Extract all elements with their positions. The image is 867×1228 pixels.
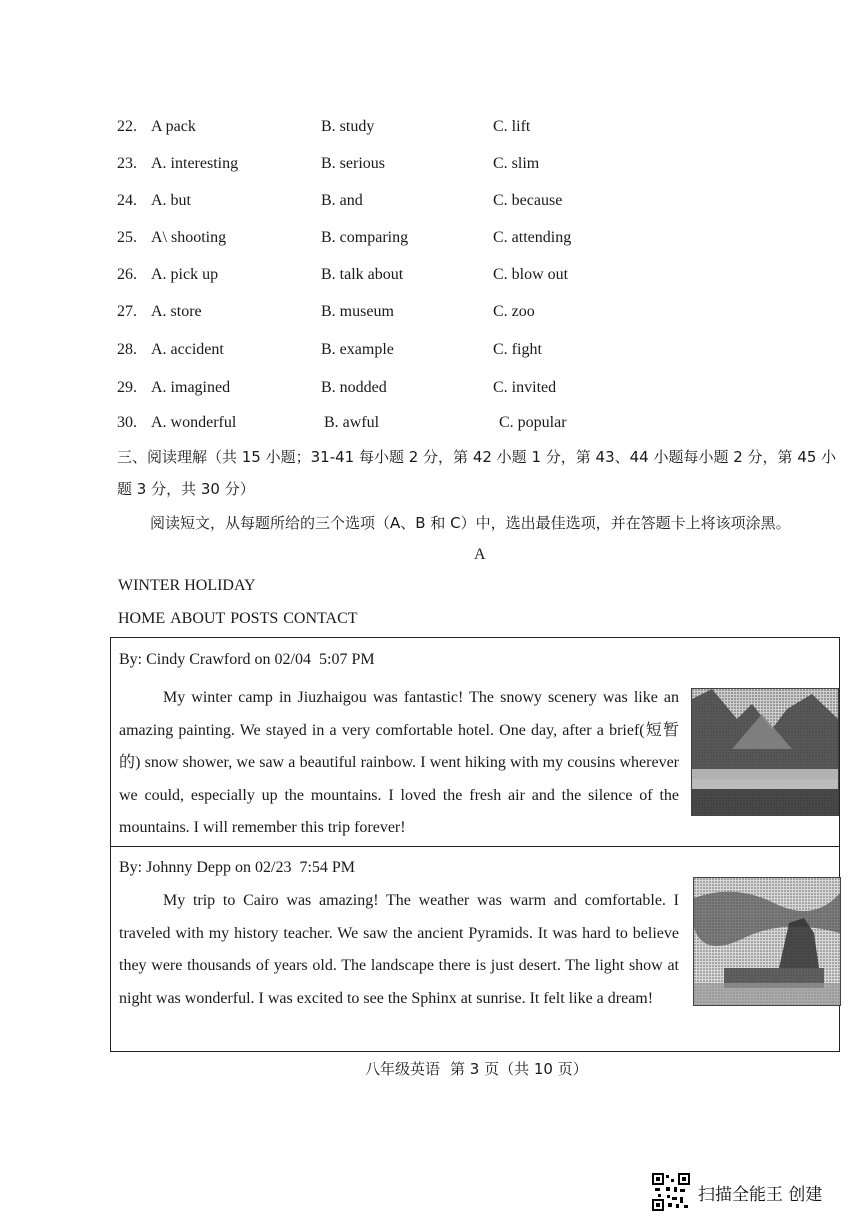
option-row	[117, 192, 737, 214]
option-row	[117, 118, 737, 140]
question-number: 27.	[117, 303, 137, 320]
nav-contact: CONTACT	[283, 610, 358, 627]
option-row	[117, 303, 737, 325]
option-row	[117, 341, 737, 363]
option-b: B. example	[321, 341, 394, 358]
option-a: A. wonderful	[151, 414, 237, 431]
qr-code-icon	[652, 1173, 690, 1211]
question-number: 30.	[117, 414, 137, 431]
passage-letter: A	[474, 546, 486, 563]
scanner-label: 扫描全能王 创建	[698, 1184, 823, 1205]
option-a: A. imagined	[151, 379, 231, 396]
question-number: 23.	[117, 155, 137, 172]
option-row	[117, 155, 737, 177]
post-time: 7:54 PM	[299, 859, 356, 876]
option-c: C. attending	[493, 229, 572, 246]
option-b: B. serious	[321, 155, 385, 172]
question-number: 24.	[117, 192, 137, 209]
nav-about: ABOUT	[170, 610, 226, 627]
option-row	[117, 414, 737, 436]
site-nav	[118, 610, 363, 628]
mountain-lake-photo	[691, 688, 839, 816]
option-c: C. because	[493, 192, 563, 209]
option-c: C. zoo	[493, 303, 535, 320]
option-c: C. lift	[493, 118, 531, 135]
question-number: 26.	[117, 266, 137, 283]
section-heading: 三、阅读理解（共 15 小题；31-41 每小题 2 分，第 42 小题 1 分，第 43、44 小题每小题 2 分，第 45 小题 3 分，共 30 分）	[117, 448, 837, 498]
blog-post	[110, 846, 840, 1052]
option-b: B. museum	[321, 303, 394, 320]
blog-post	[110, 637, 840, 847]
post-meta	[119, 651, 375, 669]
option-b: B. and	[321, 192, 363, 209]
option-c: C. invited	[493, 379, 557, 396]
option-a: A pack	[151, 118, 196, 135]
footer-page: 第 3 页（共 10 页）	[450, 1060, 588, 1078]
option-a: A. interesting	[151, 155, 239, 172]
option-row	[117, 266, 737, 288]
instruction-text: 阅读短文，从每题所给的三个选项（A、B 和 C）中，选出最佳选项，并在答题卡上将该项涂黑。	[150, 514, 791, 532]
question-number: 28.	[117, 341, 137, 358]
option-c: C. fight	[493, 341, 542, 358]
option-b: B. study	[321, 118, 375, 135]
footer-subject: 八年级英语	[365, 1060, 441, 1078]
post-time: 5:07 PM	[319, 651, 375, 668]
option-c: C. blow out	[493, 266, 569, 283]
option-c: C. slim	[493, 155, 540, 172]
option-row	[117, 379, 737, 401]
question-number: 29.	[117, 379, 137, 396]
option-a: A. store	[151, 303, 202, 320]
sphinx-photo	[693, 877, 841, 1006]
scanner-watermark	[652, 1172, 822, 1212]
post-body: My winter camp in Jiuzhaigou was fantastic! The snowy scenery was like an amazing painting. We stayed in a very comfortable hotel. One day, after a brief(短暂的) snow shower, we saw a beautiful rainbow. I went hiking with my cousins wherever we could, especially up the mountains. I loved the fresh air and the silence of the mountains. I will remember this trip forever!	[119, 689, 679, 836]
option-b: B. talk about	[321, 266, 404, 283]
option-b: B. comparing	[321, 229, 409, 246]
option-b: B. nodded	[321, 379, 387, 396]
post-meta	[119, 859, 355, 877]
page-footer	[365, 1058, 598, 1079]
post-author-date: By: Cindy Crawford on 02/04	[119, 651, 311, 668]
site-title: WINTER HOLIDAY	[118, 577, 256, 594]
post-body: My trip to Cairo was amazing! The weather was warm and comfortable. I traveled with my history teacher. We saw the ancient Pyramids. It was hard to believe they were thousands of years old. The landscape there is just desert. The light show at night was wonderful. I was excited to see the Sphinx at sunrise. It felt like a dream!	[119, 892, 679, 1007]
option-row	[117, 229, 737, 251]
option-b: B. awful	[324, 414, 380, 431]
option-a: A. accident	[151, 341, 224, 358]
question-number: 22.	[117, 118, 137, 135]
option-a: A. but	[151, 192, 191, 209]
question-number: 25.	[117, 229, 137, 246]
option-a: A\ shooting	[151, 229, 227, 246]
post-author-date: By: Johnny Depp on 02/23	[119, 859, 292, 876]
nav-home: HOME	[118, 610, 166, 627]
option-a: A. pick up	[151, 266, 219, 283]
option-c: C. popular	[499, 414, 567, 431]
nav-posts: POSTS	[230, 610, 279, 627]
